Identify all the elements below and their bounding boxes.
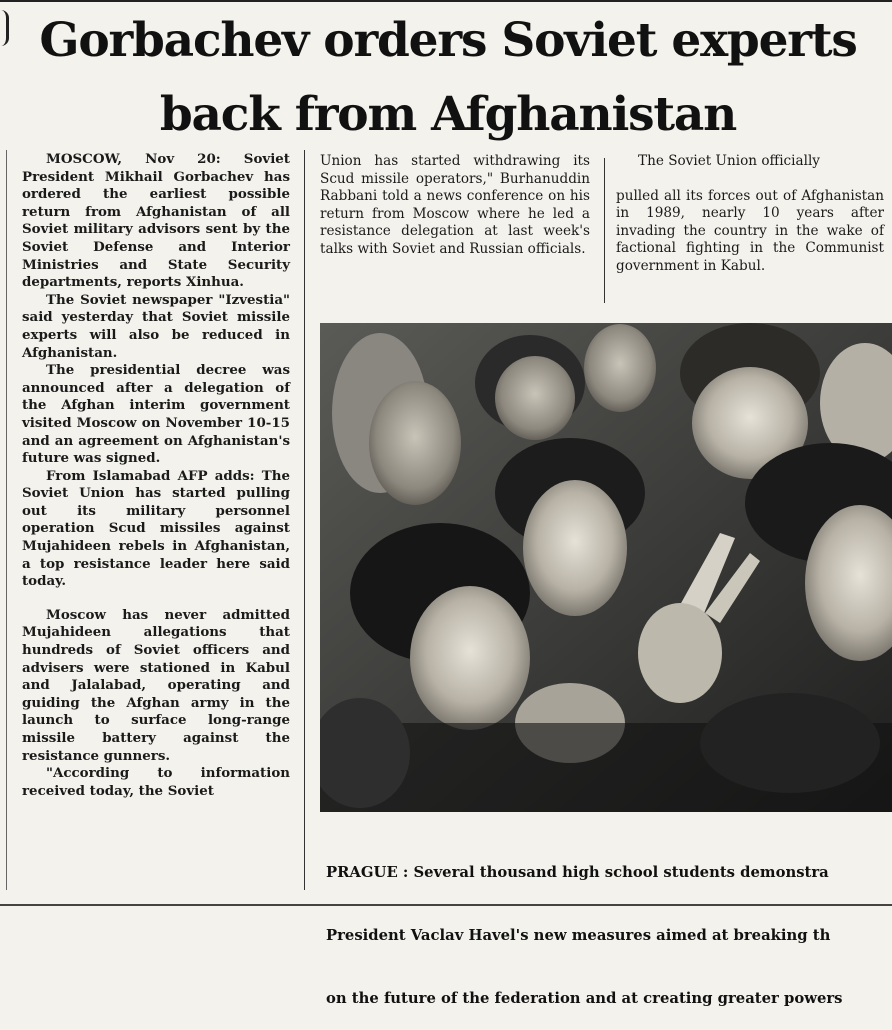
column1-paragraph-1: MOSCOW, Nov 20: Soviet President Mikhail Gorbachev has ordered the earliest possible return from Afghanistan of all Soviet military advisors sent by the Soviet Defense and Interior Ministries and State Security departments, reports Xinhua. xyxy=(22,151,290,291)
news-photo xyxy=(320,323,892,812)
photo-caption xyxy=(326,820,892,1030)
column-rule-2 xyxy=(604,158,605,303)
article-column-1 xyxy=(22,151,290,800)
top-rule xyxy=(0,0,892,2)
column1-paragraph-4: From Islamabad AFP adds: The Soviet Union has started pulling out its military personnel operation Scud missiles against Mujahideen rebels in Afghanistan, a top resistance leader here said today. xyxy=(22,467,290,590)
column1-paragraph-5: Moscow has never admitted Mujahideen allegations that hundreds of Soviet officers and advisers were stationed in Kabul and Jalalabad, operating and guiding the Afghan army in the launch to surface long-range missile battery against the resistance gunners. xyxy=(22,606,290,764)
caption-line-1: PRAGUE : Several thousand high school students demonstra xyxy=(326,864,829,881)
article-column-2 xyxy=(320,153,590,258)
bottom-rule xyxy=(0,904,892,906)
column-rule-1 xyxy=(304,150,305,890)
column3-paragraph-1: The Soviet Union officially xyxy=(638,153,820,169)
left-column-rule xyxy=(6,150,7,890)
column2-paragraph-1: Union has started withdrawing its Scud missile operators," Burhanuddin Rabbani told a news conference on his return from Moscow where he led a resistance delegation at last week's talks with Soviet and Russian officials. xyxy=(320,153,590,257)
article-column-3 xyxy=(616,153,884,275)
caption-line-3: on the future of the federation and at creating greater powers xyxy=(326,990,843,1007)
headline: Gorbachev orders Soviet experts back from Afghanistan xyxy=(39,13,857,142)
news-photo-crowd-image xyxy=(320,323,892,812)
column1-paragraph-6: "According to information received today, the Soviet xyxy=(22,765,290,799)
column1-paragraph-2: The Soviet newspaper "Izvestia" said yesterday that Soviet missile experts will also be reduced in Afghanistan. xyxy=(22,291,290,361)
left-margin-mark xyxy=(0,10,9,46)
column1-paragraph-3: The presidential decree was announced after a delegation of the Afghan interim government visited Moscow on November 10-15 and an agreement on Afghanistan's future was signed. xyxy=(22,362,290,467)
column3-paragraph-2: pulled all its forces out of Afghanistan in 1989, nearly 10 years after invading the country in the wake of factional fighting in the Communist government in Kabul. xyxy=(616,187,884,274)
caption-line-2: President Vaclav Havel's new measures aimed at breaking th xyxy=(326,927,831,944)
